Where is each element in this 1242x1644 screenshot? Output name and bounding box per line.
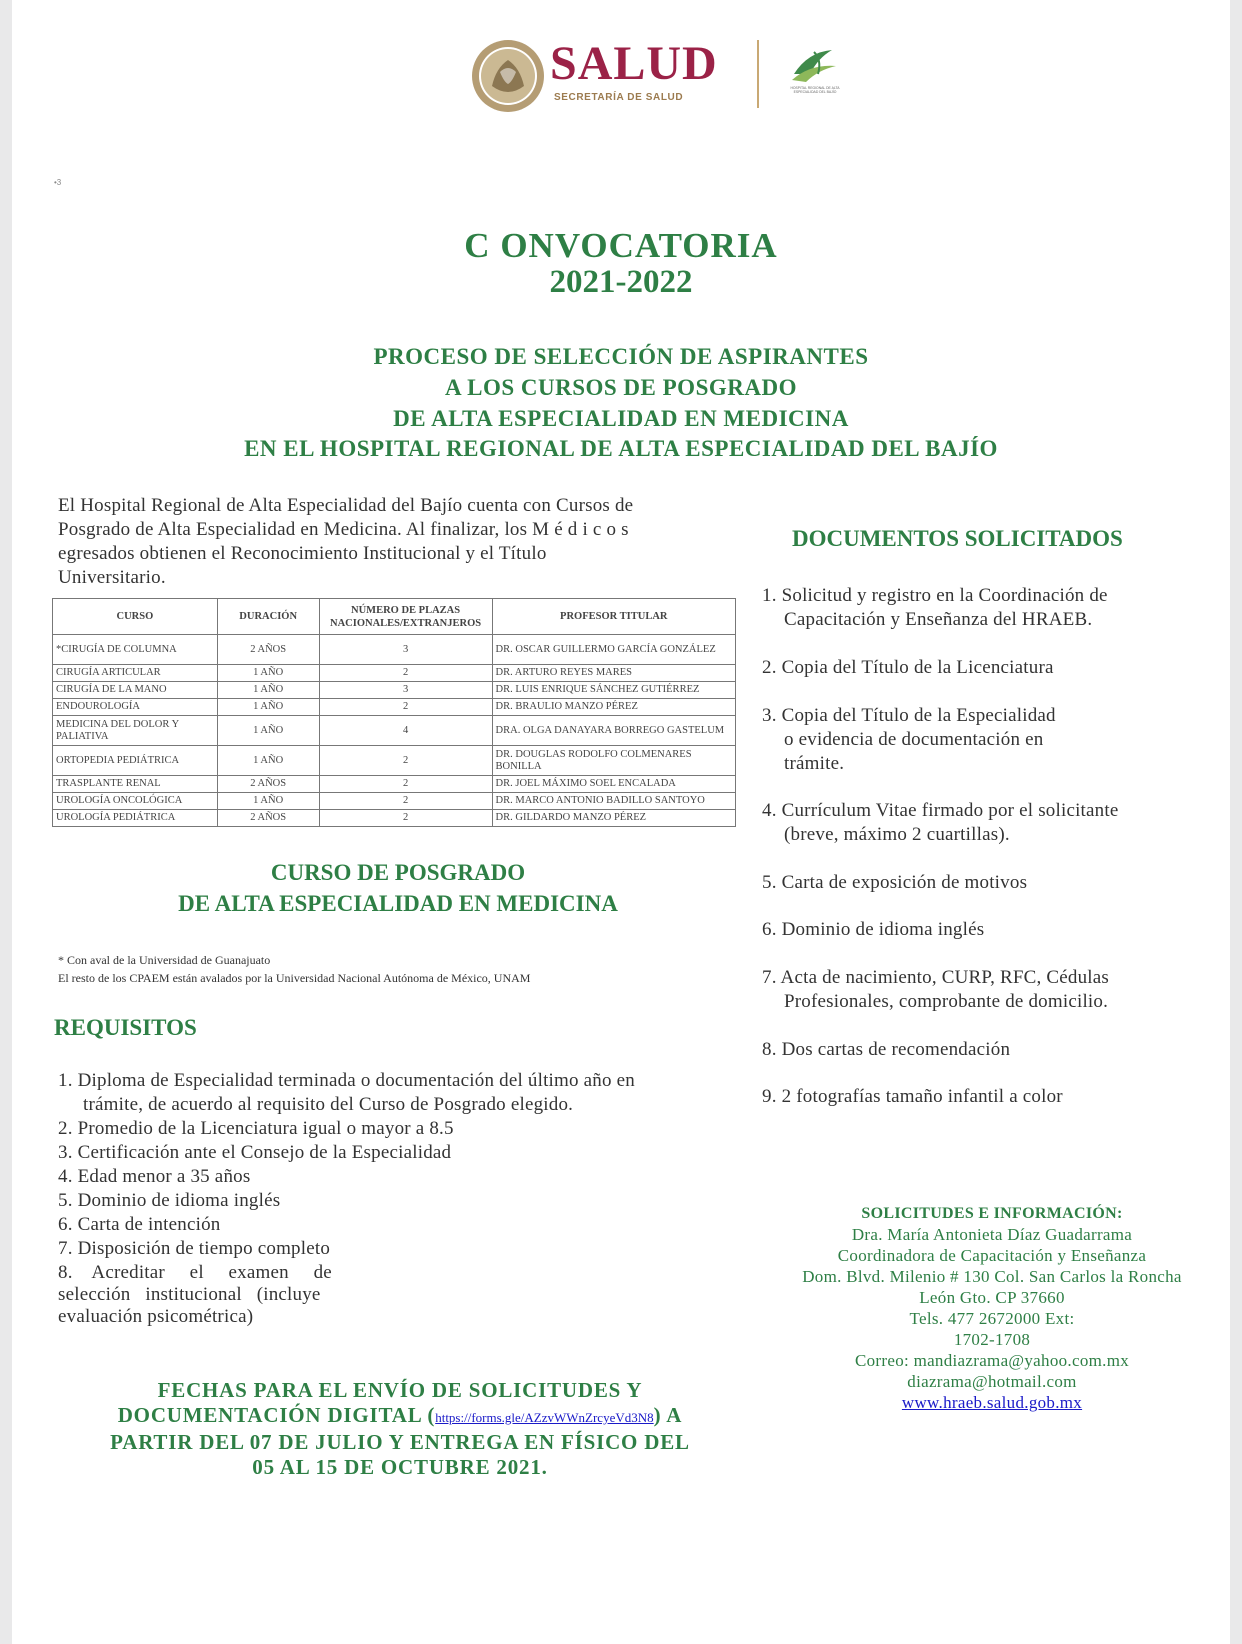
fechas-line: 05 AL 15 DE OCTUBRE 2021. bbox=[252, 1455, 548, 1479]
cell-curso: *CIRUGÍA DE COLUMNA bbox=[53, 635, 218, 665]
documento-line: 8. Dos cartas de recomendación bbox=[762, 1039, 1011, 1060]
subtitle-line: DE ALTA ESPECIALIDAD EN MEDICINA bbox=[393, 406, 849, 431]
documento-item bbox=[762, 966, 1202, 1014]
cell-duracion: 1 AÑO bbox=[217, 716, 319, 746]
cell-profesor: DR. OSCAR GUILLERMO GARCÍA GONZÁLEZ bbox=[492, 635, 735, 665]
requisito-item: 3. Certificación ante el Consejo de la Especialidad bbox=[58, 1142, 452, 1163]
cell-curso: CIRUGÍA DE LA MANO bbox=[53, 682, 218, 699]
requisito-item: 8. Acreditar el examen de bbox=[58, 1262, 332, 1283]
cell-duracion: 1 AÑO bbox=[217, 699, 319, 716]
table-header-row bbox=[53, 599, 736, 635]
salud-brand-subtitle: SECRETARÍA DE SALUD bbox=[554, 92, 684, 103]
cell-plazas: 2 bbox=[319, 746, 492, 776]
contacto-block bbox=[762, 1203, 1222, 1413]
website-link[interactable]: www.hraeb.salud.gob.mx bbox=[901, 1393, 1083, 1412]
header-divider bbox=[757, 40, 759, 108]
cell-profesor: DR. JOEL MÁXIMO SOEL ENCALADA bbox=[492, 776, 735, 793]
forms-link[interactable]: https://forms.gle/AZzvWWnZrcyeVd3N8 bbox=[435, 1410, 654, 1425]
column-header-duracion: DURACIÓN bbox=[217, 599, 319, 635]
cell-profesor: DR. BRAULIO MANZO PÉREZ bbox=[492, 699, 735, 716]
courses-table bbox=[52, 598, 736, 827]
page-title: C ONVOCATORIA bbox=[464, 226, 778, 265]
cell-curso: UROLOGÍA PEDIÁTRICA bbox=[53, 810, 218, 827]
cell-curso: UROLOGÍA ONCOLÓGICA bbox=[53, 793, 218, 810]
page-corner-mark: •3 bbox=[54, 178, 62, 187]
documento-line: o evidencia de documentación en bbox=[784, 729, 1044, 750]
document-page bbox=[12, 0, 1230, 1644]
fechas-block bbox=[60, 1378, 740, 1480]
cell-curso: MEDICINA DEL DOLOR Y PALIATIVA bbox=[53, 716, 218, 746]
cell-profesor: DR. MARCO ANTONIO BADILLO SANTOYO bbox=[492, 793, 735, 810]
documento-line: Profesionales, comprobante de domicilio. bbox=[784, 991, 1109, 1012]
subtitle-line: EN EL HOSPITAL REGIONAL DE ALTA ESPECIALIDAD DEL BAJÍO bbox=[244, 436, 998, 461]
cell-duracion: 2 AÑOS bbox=[217, 810, 319, 827]
cell-curso: TRASPLANTE RENAL bbox=[53, 776, 218, 793]
requisito-item: 2. Promedio de la Licenciatura igual o mayor a 8.5 bbox=[58, 1118, 454, 1139]
cell-curso: ORTOPEDIA PEDIÁTRICA bbox=[53, 746, 218, 776]
table-row bbox=[53, 635, 736, 665]
cell-profesor: DR. LUIS ENRIQUE SÁNCHEZ GUTIÉRREZ bbox=[492, 682, 735, 699]
cell-plazas: 4 bbox=[319, 716, 492, 746]
intro-line: Posgrado de Alta Especialidad en Medicina. Al finalizar, los M é d i c o s bbox=[58, 519, 629, 540]
column-header-profesor: PROFESOR TITULAR bbox=[492, 599, 735, 635]
cell-profesor: DRA. OLGA DANAYARA BORREGO GASTELUM bbox=[492, 716, 735, 746]
hraeb-logo-text: HOSPITAL REGIONAL DE ALTA ESPECIALIDAD DEL BAJÍO bbox=[790, 86, 840, 94]
requisito-item: 4. Edad menor a 35 años bbox=[58, 1166, 251, 1187]
contacto-line: 1702-1708 bbox=[953, 1330, 1031, 1349]
requisito-item: 6. Carta de intención bbox=[58, 1214, 221, 1235]
fechas-line: FECHAS PARA EL ENVÍO DE SOLICITUDES Y bbox=[157, 1378, 643, 1402]
requisito-item: 1. Diploma de Especialidad terminada o documentación del último año en bbox=[58, 1070, 635, 1091]
table-row bbox=[53, 699, 736, 716]
contacto-line: Tels. 477 2672000 Ext: bbox=[909, 1309, 1075, 1328]
footnote: El resto de los CPAEM están avalados por la Universidad Nacional Autónoma de México, UNAM bbox=[58, 971, 531, 985]
documento-line: trámite. bbox=[784, 753, 845, 774]
documento-item bbox=[762, 799, 1202, 847]
cell-curso: ENDOUROLOGÍA bbox=[53, 699, 218, 716]
documento-item bbox=[762, 1085, 1202, 1109]
hraeb-leaves-logo-icon bbox=[788, 44, 840, 104]
documentos-heading: DOCUMENTOS SOLICITADOS bbox=[792, 526, 1123, 551]
contacto-heading: SOLICITUDES E INFORMACIÓN: bbox=[861, 1205, 1123, 1222]
contacto-line: Dom. Blvd. Milenio # 130 Col. San Carlos la Roncha bbox=[802, 1267, 1182, 1286]
table-row bbox=[53, 810, 736, 827]
documento-item bbox=[762, 656, 1202, 680]
page-title-year: 2021-2022 bbox=[549, 264, 693, 300]
documento-item bbox=[762, 1038, 1202, 1062]
cell-plazas: 2 bbox=[319, 665, 492, 682]
intro-line: El Hospital Regional de Alta Especialidad del Bajío cuenta con Cursos de bbox=[58, 495, 634, 516]
cell-plazas: 2 bbox=[319, 699, 492, 716]
subtitle-line: A LOS CURSOS DE POSGRADO bbox=[445, 375, 797, 400]
fechas-line-text: ) A bbox=[653, 1403, 683, 1427]
documento-line: 5. Carta de exposición de motivos bbox=[762, 872, 1028, 893]
cell-plazas: 3 bbox=[319, 682, 492, 699]
documento-line: Capacitación y Enseñanza del HRAEB. bbox=[784, 609, 1093, 630]
cell-curso: CIRUGÍA ARTICULAR bbox=[53, 665, 218, 682]
fechas-line bbox=[60, 1403, 740, 1430]
requisito-item: evaluación psicométrica) bbox=[58, 1306, 254, 1327]
table-row bbox=[53, 665, 736, 682]
cell-plazas: 2 bbox=[319, 810, 492, 827]
documento-item bbox=[762, 918, 1202, 942]
cell-plazas: 2 bbox=[319, 776, 492, 793]
documento-line: (breve, máximo 2 cuartillas). bbox=[784, 824, 1010, 845]
cell-duracion: 1 AÑO bbox=[217, 746, 319, 776]
documento-line: 1. Solicitud y registro en la Coordinación de bbox=[762, 585, 1108, 606]
table-row bbox=[53, 682, 736, 699]
requisito-item: trámite, de acuerdo al requisito del Curso de Posgrado elegido. bbox=[83, 1094, 574, 1115]
cell-plazas: 3 bbox=[319, 635, 492, 665]
salud-brand-wordmark: SALUD bbox=[550, 37, 718, 90]
documento-line: 6. Dominio de idioma inglés bbox=[762, 919, 985, 940]
contacto-line: diazrama@hotmail.com bbox=[907, 1372, 1077, 1391]
cell-duracion: 2 AÑOS bbox=[217, 776, 319, 793]
cell-duracion: 1 AÑO bbox=[217, 665, 319, 682]
intro-paragraph bbox=[58, 494, 718, 590]
requisitos-heading: REQUISITOS bbox=[54, 1015, 197, 1040]
subtitle-line: PROCESO DE SELECCIÓN DE ASPIRANTES bbox=[373, 344, 869, 369]
table-row bbox=[53, 716, 736, 746]
documento-line: 9. 2 fotografías tamaño infantil a color bbox=[762, 1086, 1063, 1107]
documento-line: 2. Copia del Título de la Licenciatura bbox=[762, 657, 1054, 678]
documento-item bbox=[762, 704, 1202, 776]
documento-line: 3. Copia del Título de la Especialidad bbox=[762, 705, 1056, 726]
footnote: * Con aval de la Universidad de Guanajuato bbox=[58, 953, 271, 967]
cell-duracion: 2 AÑOS bbox=[217, 635, 319, 665]
contacto-line: León Gto. CP 37660 bbox=[919, 1288, 1065, 1307]
column-header-curso: CURSO bbox=[53, 599, 218, 635]
cell-profesor: DR. ARTURO REYES MARES bbox=[492, 665, 735, 682]
requisito-item: 7. Disposición de tiempo completo bbox=[58, 1238, 331, 1259]
fechas-line: PARTIR DEL 07 DE JULIO Y ENTREGA EN FÍSICO DEL bbox=[110, 1430, 690, 1454]
table-row bbox=[53, 776, 736, 793]
cell-plazas: 2 bbox=[319, 793, 492, 810]
curso-heading: CURSO DE POSGRADO bbox=[270, 860, 526, 885]
contacto-line: Dra. María Antonieta Díaz Guadarrama bbox=[851, 1225, 1133, 1244]
contacto-line: Coordinadora de Capacitación y Enseñanza bbox=[837, 1246, 1147, 1265]
cell-profesor: DR. DOUGLAS RODOLFO COLMENARES BONILLA bbox=[492, 746, 735, 776]
fechas-line-text: DOCUMENTACIÓN DIGITAL ( bbox=[117, 1403, 436, 1427]
mexico-coat-of-arms-seal-icon bbox=[470, 38, 546, 114]
intro-line: egresados obtienen el Reconocimiento Institucional y el Título bbox=[58, 543, 547, 564]
cell-duracion: 1 AÑO bbox=[217, 793, 319, 810]
requisito-item: 5. Dominio de idioma inglés bbox=[58, 1190, 281, 1211]
cell-duracion: 1 AÑO bbox=[217, 682, 319, 699]
curso-heading: DE ALTA ESPECIALIDAD EN MEDICINA bbox=[178, 891, 618, 916]
cell-profesor: DR. GILDARDO MANZO PÉREZ bbox=[492, 810, 735, 827]
documento-item bbox=[762, 584, 1202, 632]
table-row bbox=[53, 793, 736, 810]
documento-line: 7. Acta de nacimiento, CURP, RFC, Cédulas bbox=[762, 967, 1110, 988]
column-header-plazas: NÚMERO DE PLAZAS NACIONALES/EXTRANJEROS bbox=[319, 599, 492, 635]
contacto-line: Correo: mandiazrama@yahoo.com.mx bbox=[854, 1351, 1130, 1370]
documento-item bbox=[762, 871, 1202, 895]
documento-line: 4. Currículum Vitae firmado por el solicitante bbox=[762, 800, 1119, 821]
intro-line: Universitario. bbox=[58, 567, 166, 588]
requisito-item: selección institucional (incluye bbox=[58, 1284, 321, 1305]
table-row bbox=[53, 746, 736, 776]
